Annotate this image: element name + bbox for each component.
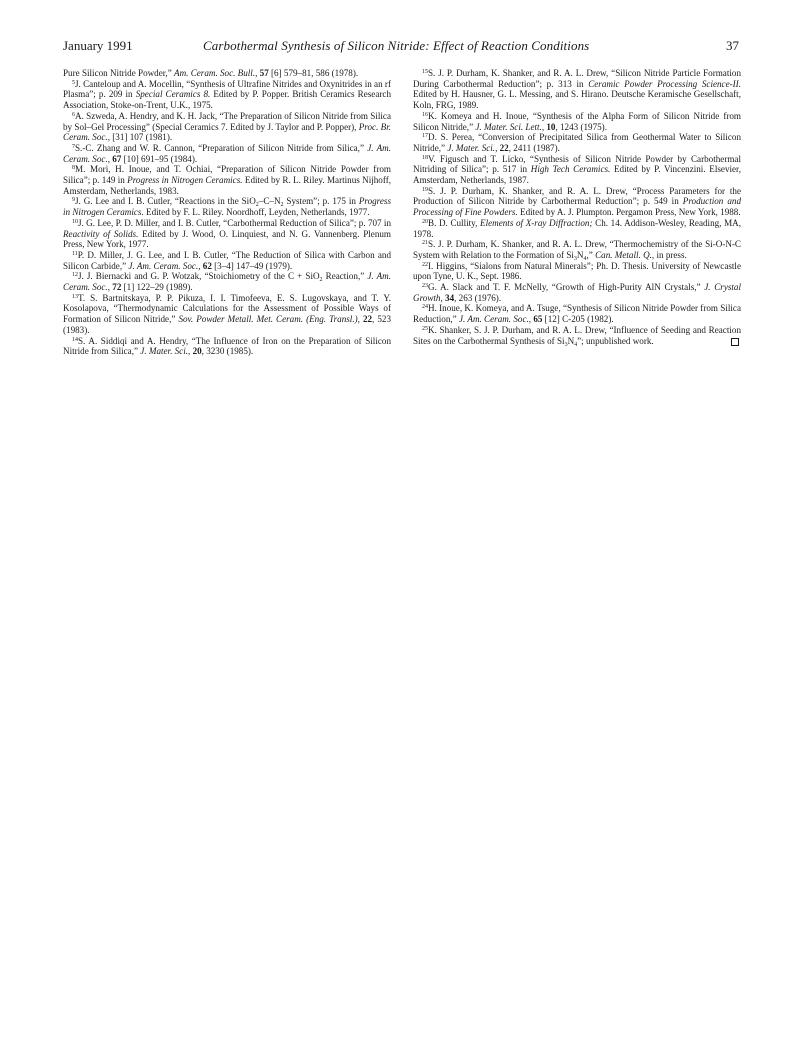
- reference-number: 12: [72, 272, 78, 279]
- reference-11: $^{11}$P. D. Miller, J. G. Lee, and I. B. Cutler, “The Reduction of Silica with Carbon and Silicon Carbide,” J. Am. Ceram. Soc., 62 [3–4] 147–49 (1979).: [63, 249, 391, 271]
- reference-number: 17: [422, 133, 428, 140]
- reference-number: 5: [72, 79, 75, 86]
- reference-25: $^{25}$K. Shanker, S. J. P. Durham, and R. A. L. Drew, “Influence of Seeding and Reaction Sites on the Carbothermal Synthesis of $Si_3N_4$”; unpublished work.: [413, 324, 741, 348]
- reference-14: $^{14}$S. A. Siddiqi and A. Hendry, “The Influence of Iron on the Preparation of Silicon Nitride from Silica,” J. Mater. Sci., 20, 3230 (1985).: [63, 335, 391, 357]
- reference-number: 14: [72, 336, 78, 343]
- reference-8: $^8$M. Mori, H. Inoue, and T. Ochiai, “Preparation of Silicon Nitride Powder from Silica”; p. 149 in Progress in Nitrogen Ceramics. Edited by R. L. Riley. Martinus Nijhoff, Amsterdam, Netherlands, 1983.: [63, 164, 392, 196]
- reference-23: $^{23}$G. A. Slack and T. F. McNelly, “Growth of High-Purity AlN Crystals,” J. Crystal Growth, 34, 263 (1976).: [413, 282, 741, 303]
- reference-9: $^9$J. G. Lee and I. B. Cutler, “Reactions in the $SiO_2-C-N_2$ System”; p. 175 in Progress in Nitrogen Ceramics. Edited by F. L. Riley. Noordhoff, Leyden, Netherlands, 1977.: [63, 196, 391, 218]
- reference-number: 10: [72, 218, 78, 225]
- reference-17: $^{17}$D. S. Perea, “Conversion of Precipitated Silica from Geothermal Water to Silicon Nitride,” J. Mater. Sci., 22, 2411 (1987).: [413, 132, 741, 153]
- reference-number: 8: [72, 165, 75, 172]
- references-right-column: [413, 68, 741, 346]
- reference-number: 15: [422, 69, 428, 75]
- reference-number: 6: [72, 111, 75, 118]
- reference-number: 22: [422, 261, 428, 268]
- reference-number: 25: [422, 325, 428, 332]
- reference-12: $^{12}$J. J. Biernacki and G. P. Wotzak, “Stoichiometry of the C + SiO$_2$ Reaction,” J. Am. Ceram. Soc., 72 [1] 122–29 (1989).: [63, 271, 391, 293]
- running-header: [63, 38, 739, 54]
- reference-continuation: Pure Silicon Nitride Powder,” Am. Ceram. Soc. Bull., 57 [6] 579–81, 586 (1978).: [63, 68, 359, 78]
- reference-number: 20: [422, 218, 428, 225]
- reference-16: $^{16}$K. Komeya and H. Inoue, “Synthesis of the Alpha Form of Silicon Nitride from Silicon Nitride,” J. Mater. Sci. Lett., 10, 1243 (1975).: [413, 110, 741, 132]
- reference-number: 18: [422, 154, 428, 161]
- references-left-column: [63, 68, 391, 357]
- reference-number: 9: [72, 197, 75, 204]
- header-date: January 1991: [63, 38, 133, 53]
- reference-number: 23: [422, 283, 428, 290]
- reference-22: $^{22}$I. Higgins, “Sialons from Natural Minerals”; Ph. D. Thesis. University of Newcastle upon Tyne, U. K., Sept. 1986.: [413, 260, 741, 282]
- reference-18: $^{18}$V. Figusch and T. Licko, “Synthesis of Silicon Nitride Powder by Carbothermal Nitriding of Silica”; p. 517 in High Tech Ceramics. Edited by P. Vincenzini. Elsevier, Amsterdam, Netherlands, 1987.: [413, 153, 741, 186]
- reference-number: 24: [422, 304, 428, 311]
- reference-number: 19: [422, 186, 428, 193]
- reference-number: 21: [422, 240, 428, 247]
- reference-20: $^{20}$B. D. Cullity, Elements of X-ray Diffraction; Ch. 14. Addison-Wesley, Reading, MA, 1978.: [413, 217, 741, 239]
- page-number: 37: [726, 38, 739, 53]
- header-title: Carbothermal Synthesis of Silicon Nitride: Effect of Reaction Conditions: [203, 38, 590, 53]
- end-of-article-mark: [731, 338, 739, 346]
- reference-number: 7: [72, 143, 75, 150]
- reference-15: $^{15}$S. J. P. Durham, K. Shanker, and R. A. L. Drew, “Silicon Nitride Particle Formation During Carbothermal Reduction”; p. 313 in Ceramic Powder Processing Science-II. Edited by H. Hausner, G. L. Messing, and S. Hirano. Deutsche Keramische Gesellschaft, Koln, FRG, 1989.: [413, 68, 741, 111]
- reference-number: 13: [72, 293, 78, 300]
- reference-number: 11: [72, 250, 78, 257]
- reference-number: 16: [422, 111, 428, 118]
- reference-13: $^{13}$T. S. Bartnitskaya, P. P. Pikuza, I. I. Timofeeva, E. S. Lugovskaya, and T. Y. Kosolapova, “Thermodynamic Calculations for the Assessment of Possible Ways of Formation of Silicon Nitride,” Sov. Powder Metall. Met. Ceram. (Eng. Transl.), 22, 523 (1983).: [63, 292, 391, 335]
- reference-5: $^5$J. Canteloup and A. Mocellin, “Synthesis of Ultrafine Nitrides and Oxynitrides in an rf Plasma”; p. 209 in Special Ceramics 8. Edited by P. Popper. British Ceramics Research Association, Stoke-on-Trent, U.K., 1975.: [63, 78, 391, 111]
- reference-6: $^6$A. Szweda, A. Hendry, and K. H. Jack, “The Preparation of Silicon Nitride from Silica by Sol–Gel Processing” (Special Ceramics 7. Edited by J. Taylor and P. Popper), Proc. Br. Ceram. Soc., [31] 107 (1981).: [63, 110, 392, 143]
- reference-21: $^{21}$S. J. P. Durham, K. Shanker, and R. A. L. Drew, “Thermochemistry of the Si-O-N-C System with Relation to the Formation of $Si_3N_4$,” Can. Metall. Q., in press.: [413, 239, 741, 262]
- reference-19: $^{19}$S. J. P. Durham, K. Shanker, and R. A. L. Drew, “Process Parameters for the Production of Silicon Nitride by Carbothermal Reduction”; p. 549 in Production and Processing of Fine Powders. Edited by A. J. Plumpton. Pergamon Press, New York, 1988.: [413, 185, 742, 218]
- reference-7: $^7$S.-C. Zhang and W. R. Cannon, “Preparation of Silicon Nitride from Silica,” J. Am. Ceram. Soc., 67 [10] 691–95 (1984).: [63, 142, 391, 164]
- reference-24: $^{24}$H. Inoue, K. Komeya, and A. Tsuge, “Synthesis of Silicon Nitride Powder from Silica Reduction,” J. Am. Ceram. Soc., 65 [12] C-205 (1982).: [413, 303, 741, 325]
- reference-10: $^{10}$J. G. Lee, P. D. Miller, and I. B. Cutler, “Carbothermal Reduction of Silica”; p. 707 in Reactivity of Solids. Edited by J. Wood, O. Linquiest, and N. G. Vannenberg. Plenum Press, New York, 1977.: [63, 217, 391, 250]
